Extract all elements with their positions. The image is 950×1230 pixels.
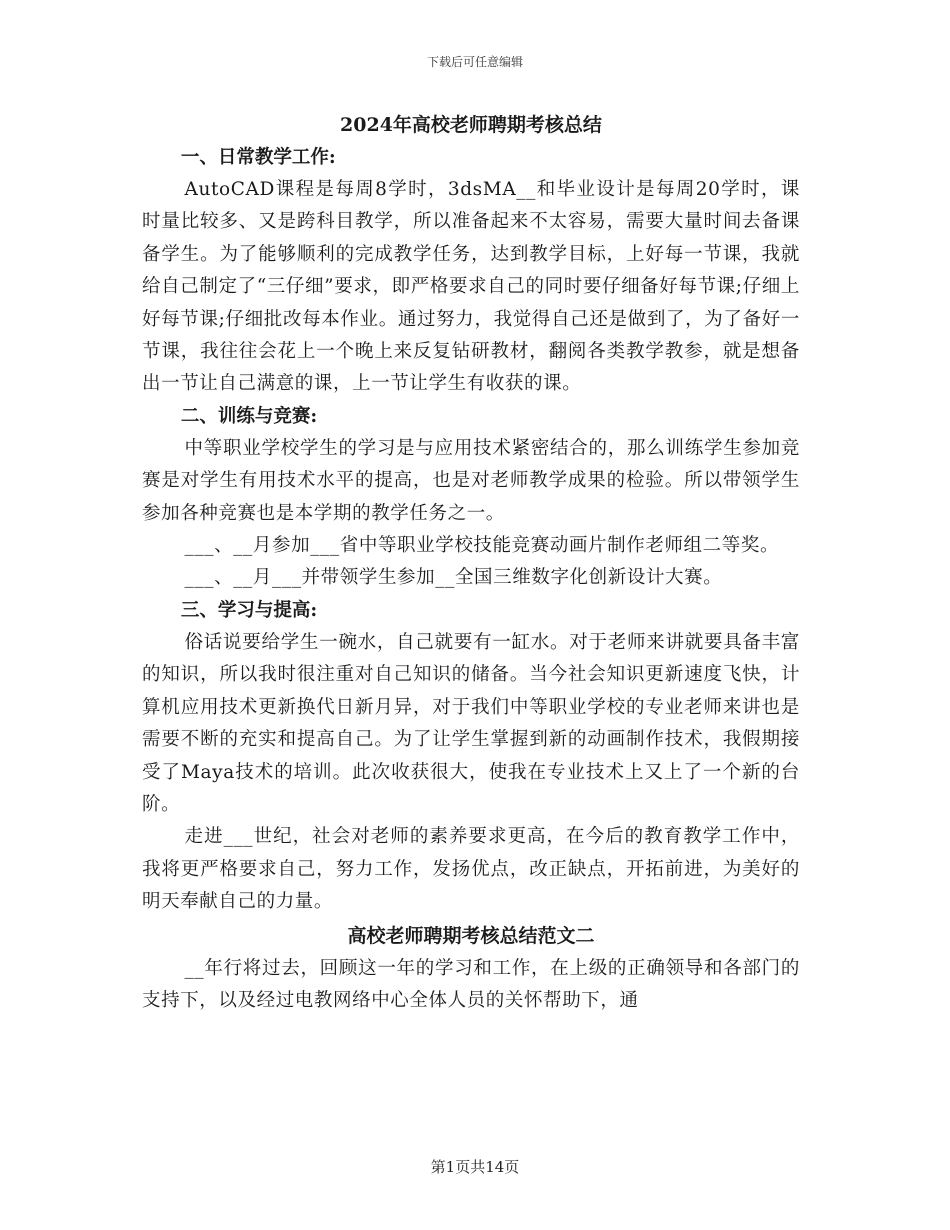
document-body xyxy=(142,108,800,1017)
section-heading: 二、训练与竞赛: xyxy=(180,405,318,427)
section-daily-teaching xyxy=(142,142,800,401)
paragraph: 俗话说要给学生一碗水，自己就要有一缸水。对于老师来讲就要具备丰富的知识，所以我时很注重对自己知识的储备。当今社会知识更新速度飞快，计算机应用技术更新换代日新月异，对于我们中等职业学校的专业老师来讲也是需要不断的充实和提高自己。为了让学生掌握到新的动画制作技术，我假期接受了Maya技术的培训。此次收获很大，使我在专业技术上又上了一个新的台阶。 xyxy=(142,631,800,815)
paragraph: 中等职业学校学生的学习是与应用技术紧密结合的，那么训练学生参加竞赛是对学生有用技术水平的提高，也是对老师教学成果的检验。所以带领学生参加各种竞赛也是本学期的教学任务之一。 xyxy=(142,437,800,524)
section-heading: 三、学习与提高: xyxy=(180,599,318,621)
section-learning-improvement xyxy=(142,595,800,919)
header-note: 下载后可任意编辑 xyxy=(426,55,523,69)
paragraph: __年行将过去，回顾这一年的学习和工作，在上级的正确领导和各部门的支持下，以及经过电教网络中心全体人员的关怀帮助下，通 xyxy=(142,957,800,1011)
paragraph: 走进___世纪，社会对老师的素养要求更高，在今后的教育教学工作中，我将更严格要求自己，努力工作，发扬优点，改正缺点，开拓前进，为美好的明天奉献自己的力量。 xyxy=(142,826,800,913)
second-document-title: 高校老师聘期考核总结范文二 xyxy=(347,924,595,947)
section-heading: 一、日常教学工作: xyxy=(180,147,336,168)
paragraph: ___、__月___并带领学生参加__全国三维数字化创新设计大赛。 xyxy=(184,567,723,589)
paragraph: ___、__月参加___省中等职业学校技能竞赛动画片制作老师组二等奖。 xyxy=(184,535,780,557)
paragraph: AutoCAD课程是每周8学时，3dsMA__和毕业设计是每周20学时，课时量比较多、又是跨科目教学，所以准备起来不太容易，需要大量时间去备课备学生。为了能够顺利的完成教学任务，达到教学目标，上好每一节课，我就给自己制定了“三仔细”要求，即严格要求自己的同时要仔细备好每节课;仔细上好每节课;仔细批改每本作业。通过努力，我觉得自己还是做到了，为了备好一节课，我往往会花上一个晚上来反复钻研教材，翻阅各类教学教参，就是想备出一节让自己满意的课，上一节让学生有收获的课。 xyxy=(142,179,800,395)
page-number: 第1页共14页 xyxy=(430,1158,520,1176)
section-training-competition xyxy=(142,401,800,595)
document-title: 2024年高校老师聘期考核总结 xyxy=(340,114,602,136)
